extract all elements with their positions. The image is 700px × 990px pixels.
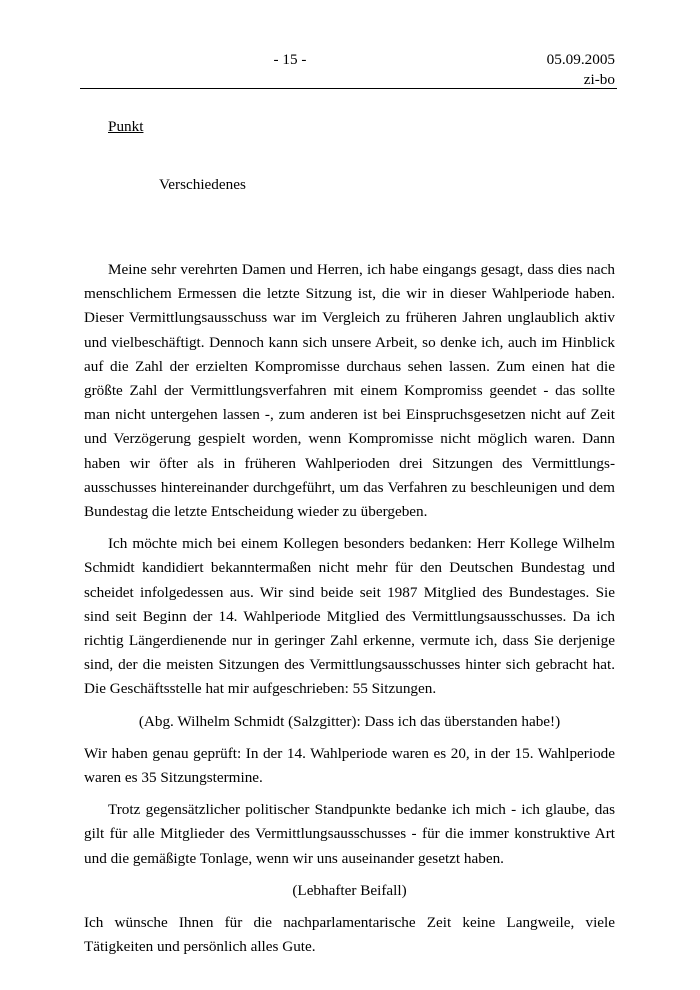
agenda-label: Punkt	[108, 118, 144, 135]
header-code: zi-bo	[583, 71, 615, 88]
interjection-2: (Lebhafter Beifall)	[292, 881, 407, 899]
paragraph-4: Trotz gegensätzlicher politischer Standpunkte bedanke ich mich - ich glaube, das gilt für alle Mitglieder des Vermittlungsausschusses - für die immer konstruktive Art und die gemäßigte Tonlage, wenn wir uns auseinander gesetzt haben.	[84, 801, 615, 867]
paragraph-3: Wir haben genau geprüft: In der 14. Wahlperiode waren es 20, in der 15. Wahlperiode waren es 35 Sitzungstermine.	[84, 744, 615, 787]
paragraph-2: Ich möchte mich bei einem Kollegen besonders bedanken: Herr Kollege Wilhelm Schmidt kandidiert bekanntermaßen nicht mehr für den Deutschen Bundestag und scheidet infolgedessen aus. Wir sind beide seit 1987 Mitglied des Bundestages. Sie sind seit Beginn der 14. Wahlperiode Mitglied des Vermittlungsausschusses. Da ich richtig Längerdienende nur in geringer Zahl erkenne, vermute ich, dass Sie derjenige sind, der die meisten Sitzungen des Vermittlungsausschusses hinter sich gebracht hat. Die Geschäftsstelle hat mir aufgeschrieben: 55 Sitzungen.	[84, 535, 615, 698]
paragraph-1: Meine sehr verehrten Damen und Herren, ich habe eingangs gesagt, dass dies nach menschlichem Ermessen die letzte Sitzung ist, die wir in dieser Wahlperiode haben. Dieser Vermittlungsausschuss war im Vergleich zu früheren Jahren unglaublich aktiv und vielbeschäftigt. Dennoch kann sich unsere Arbeit, so denke ich, auch im Hinblick auf die Zahl der erzielten Kompromisse durchaus sehen lassen. Zum einen hat die größte Zahl der Vermittlungsverfahren mit einem Kompromiss geendet - das sollte man nicht untergehen lassen -, zum anderen ist bei Einspruchsgesetzen nicht auf Zeit und Verzögerung gespielt worden, wenn Kompromisse nicht möglich waren. Dann haben wir öfter als in früheren Wahlperioden drei Sitzungen des Vermittlungsausschusses hintereinander durchgeführt, um das Verfahren zu beschleunigen und dem Bundestag die letzte Entscheidung wieder zu übergeben.	[84, 261, 615, 521]
page-number: - 15 -	[273, 51, 307, 68]
header-date: 05.09.2005	[546, 51, 615, 68]
interjection-1: (Abg. Wilhelm Schmidt (Salzgitter): Dass ich das überstanden habe!)	[138, 712, 561, 730]
header-meta	[547, 50, 615, 90]
speech-body	[84, 258, 615, 967]
agenda-topic: Verschiedenes	[159, 176, 246, 193]
paragraph-5: Ich wünsche Ihnen für die nachparlamentarische Zeit keine Langweile, viele Tätigkeiten und persönlich alles Gute.	[84, 914, 615, 956]
header-divider	[80, 88, 617, 89]
